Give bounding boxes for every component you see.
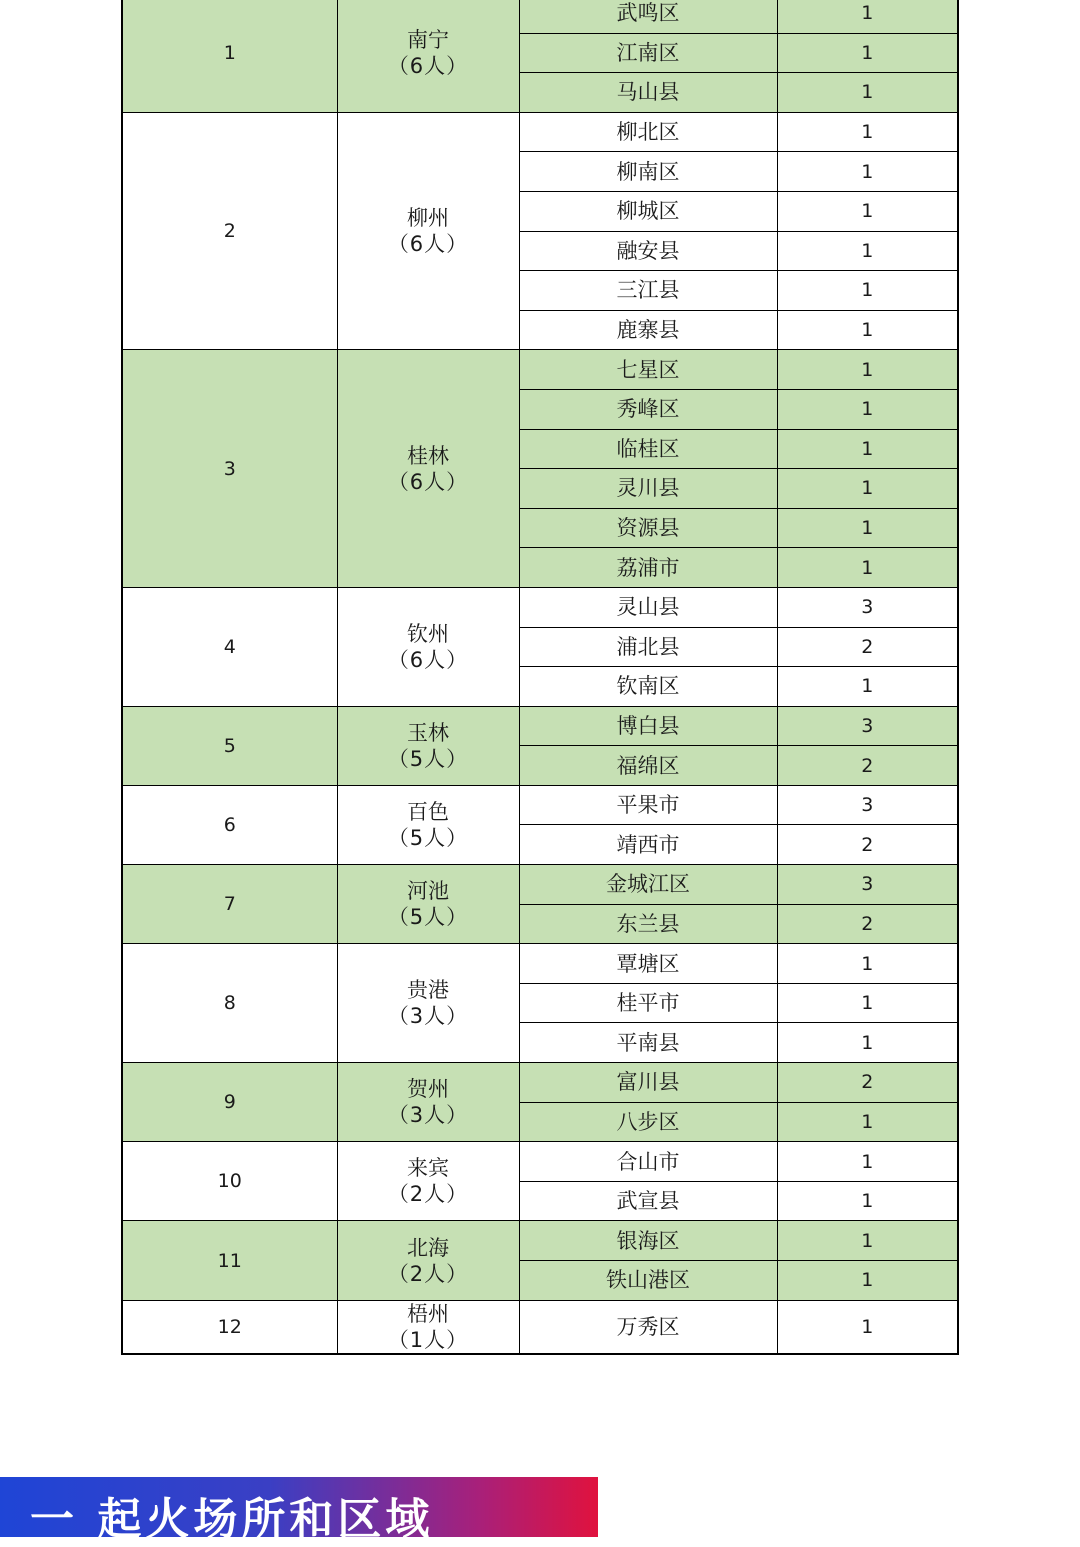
quota-cell: 1 xyxy=(777,944,958,984)
city-cell xyxy=(337,1300,519,1354)
city-name: 贺州 xyxy=(407,1077,449,1102)
row-number-cell: 3 xyxy=(122,350,337,588)
table-body xyxy=(122,0,958,1354)
row-number-cell: 10 xyxy=(122,1142,337,1221)
quota-cell: 2 xyxy=(777,627,958,667)
district-cell: 江南区 xyxy=(519,33,777,73)
city-cell xyxy=(337,785,519,864)
city-cell xyxy=(337,706,519,785)
row-number-cell: 12 xyxy=(122,1300,337,1354)
quota-cell: 1 xyxy=(777,310,958,350)
district-cell: 临桂区 xyxy=(519,429,777,469)
city-cell xyxy=(337,944,519,1063)
quota-cell: 1 xyxy=(777,1181,958,1221)
district-table-container xyxy=(121,0,959,1355)
city-count: （3人） xyxy=(387,1103,469,1128)
city-name: 柳州 xyxy=(407,206,449,231)
quota-cell: 1 xyxy=(777,1023,958,1063)
city-name: 梧州 xyxy=(407,1301,449,1326)
quota-cell: 3 xyxy=(777,785,958,825)
city-count: （2人） xyxy=(387,1182,469,1207)
district-cell: 马山县 xyxy=(519,73,777,113)
district-cell: 武鸣区 xyxy=(519,0,777,33)
city-name: 南宁 xyxy=(407,27,449,52)
district-cell: 福绵区 xyxy=(519,746,777,786)
quota-cell: 1 xyxy=(777,1102,958,1142)
table-row xyxy=(122,0,958,33)
district-cell: 柳南区 xyxy=(519,152,777,192)
table-row xyxy=(122,1300,958,1354)
district-cell: 柳城区 xyxy=(519,191,777,231)
district-cell: 鹿寨县 xyxy=(519,310,777,350)
city-count: （1人） xyxy=(387,1327,469,1352)
quota-cell: 2 xyxy=(777,904,958,944)
city-cell xyxy=(337,587,519,706)
row-number-cell: 9 xyxy=(122,1063,337,1142)
section-header-bar xyxy=(0,1477,598,1545)
row-number-cell: 1 xyxy=(122,0,337,112)
district-cell: 博白县 xyxy=(519,706,777,746)
quota-cell: 3 xyxy=(777,587,958,627)
city-name: 贵港 xyxy=(407,978,449,1003)
district-cell: 桂平市 xyxy=(519,983,777,1023)
district-cell: 八步区 xyxy=(519,1102,777,1142)
quota-cell: 1 xyxy=(777,191,958,231)
district-cell: 金城江区 xyxy=(519,865,777,905)
table-row xyxy=(122,865,958,905)
city-name: 桂林 xyxy=(407,443,449,468)
table-row xyxy=(122,350,958,390)
city-count: （3人） xyxy=(387,1004,469,1029)
quota-cell: 1 xyxy=(777,350,958,390)
city-count: （6人） xyxy=(387,647,469,672)
city-name: 河池 xyxy=(407,879,449,904)
district-cell: 铁山港区 xyxy=(519,1261,777,1301)
city-name: 玉林 xyxy=(407,720,449,745)
district-cell: 荔浦市 xyxy=(519,548,777,588)
district-cell: 柳北区 xyxy=(519,112,777,152)
district-cell: 秀峰区 xyxy=(519,389,777,429)
quota-cell: 1 xyxy=(777,33,958,73)
district-cell: 平果市 xyxy=(519,785,777,825)
quota-cell: 1 xyxy=(777,667,958,707)
table-row xyxy=(122,587,958,627)
district-cell: 靖西市 xyxy=(519,825,777,865)
city-cell xyxy=(337,112,519,350)
row-number-cell: 4 xyxy=(122,587,337,706)
city-count: （5人） xyxy=(387,825,469,850)
quota-cell: 1 xyxy=(777,152,958,192)
quota-cell: 1 xyxy=(777,1142,958,1182)
quota-cell: 1 xyxy=(777,1221,958,1261)
district-cell: 合山市 xyxy=(519,1142,777,1182)
city-cell xyxy=(337,350,519,588)
quota-cell: 1 xyxy=(777,389,958,429)
city-name: 北海 xyxy=(407,1235,449,1260)
city-count: （5人） xyxy=(387,905,469,930)
district-cell: 灵山县 xyxy=(519,587,777,627)
district-table xyxy=(121,0,959,1355)
quota-cell: 1 xyxy=(777,1300,958,1354)
quota-cell: 2 xyxy=(777,746,958,786)
city-cell xyxy=(337,1063,519,1142)
city-count: （6人） xyxy=(387,53,469,78)
city-count: （2人） xyxy=(387,1261,469,1286)
district-cell: 覃塘区 xyxy=(519,944,777,984)
quota-cell: 2 xyxy=(777,1063,958,1103)
district-cell: 东兰县 xyxy=(519,904,777,944)
section-title: 一 起火场所和区域 xyxy=(30,1494,434,1545)
quota-cell: 3 xyxy=(777,706,958,746)
table-row xyxy=(122,706,958,746)
quota-cell: 1 xyxy=(777,508,958,548)
city-cell xyxy=(337,1142,519,1221)
quota-cell: 3 xyxy=(777,865,958,905)
quota-cell: 1 xyxy=(777,73,958,113)
table-row xyxy=(122,1063,958,1103)
table-row xyxy=(122,1221,958,1261)
quota-cell: 1 xyxy=(777,271,958,311)
district-cell: 资源县 xyxy=(519,508,777,548)
district-cell: 银海区 xyxy=(519,1221,777,1261)
quota-cell: 2 xyxy=(777,825,958,865)
table-row xyxy=(122,785,958,825)
row-number-cell: 5 xyxy=(122,706,337,785)
row-number-cell: 7 xyxy=(122,865,337,944)
city-cell xyxy=(337,0,519,112)
city-cell xyxy=(337,1221,519,1300)
city-name: 百色 xyxy=(407,799,449,824)
district-cell: 钦南区 xyxy=(519,667,777,707)
district-cell: 万秀区 xyxy=(519,1300,777,1354)
row-number-cell: 6 xyxy=(122,785,337,864)
quota-cell: 1 xyxy=(777,0,958,33)
quota-cell: 1 xyxy=(777,112,958,152)
city-name: 来宾 xyxy=(407,1156,449,1181)
district-cell: 平南县 xyxy=(519,1023,777,1063)
row-number-cell: 11 xyxy=(122,1221,337,1300)
city-name: 钦州 xyxy=(407,621,449,646)
district-cell: 融安县 xyxy=(519,231,777,271)
district-cell: 武宣县 xyxy=(519,1181,777,1221)
quota-cell: 1 xyxy=(777,983,958,1023)
city-count: （6人） xyxy=(387,469,469,494)
district-cell: 灵川县 xyxy=(519,469,777,509)
district-cell: 浦北县 xyxy=(519,627,777,667)
city-count: （5人） xyxy=(387,746,469,771)
table-row xyxy=(122,1142,958,1182)
city-cell xyxy=(337,865,519,944)
row-number-cell: 2 xyxy=(122,112,337,350)
row-number-cell: 8 xyxy=(122,944,337,1063)
quota-cell: 1 xyxy=(777,429,958,469)
table-row xyxy=(122,944,958,984)
table-row xyxy=(122,112,958,152)
district-cell: 三江县 xyxy=(519,271,777,311)
city-count: （6人） xyxy=(387,232,469,257)
quota-cell: 1 xyxy=(777,231,958,271)
district-cell: 富川县 xyxy=(519,1063,777,1103)
quota-cell: 1 xyxy=(777,548,958,588)
quota-cell: 1 xyxy=(777,469,958,509)
district-cell: 七星区 xyxy=(519,350,777,390)
quota-cell: 1 xyxy=(777,1261,958,1301)
